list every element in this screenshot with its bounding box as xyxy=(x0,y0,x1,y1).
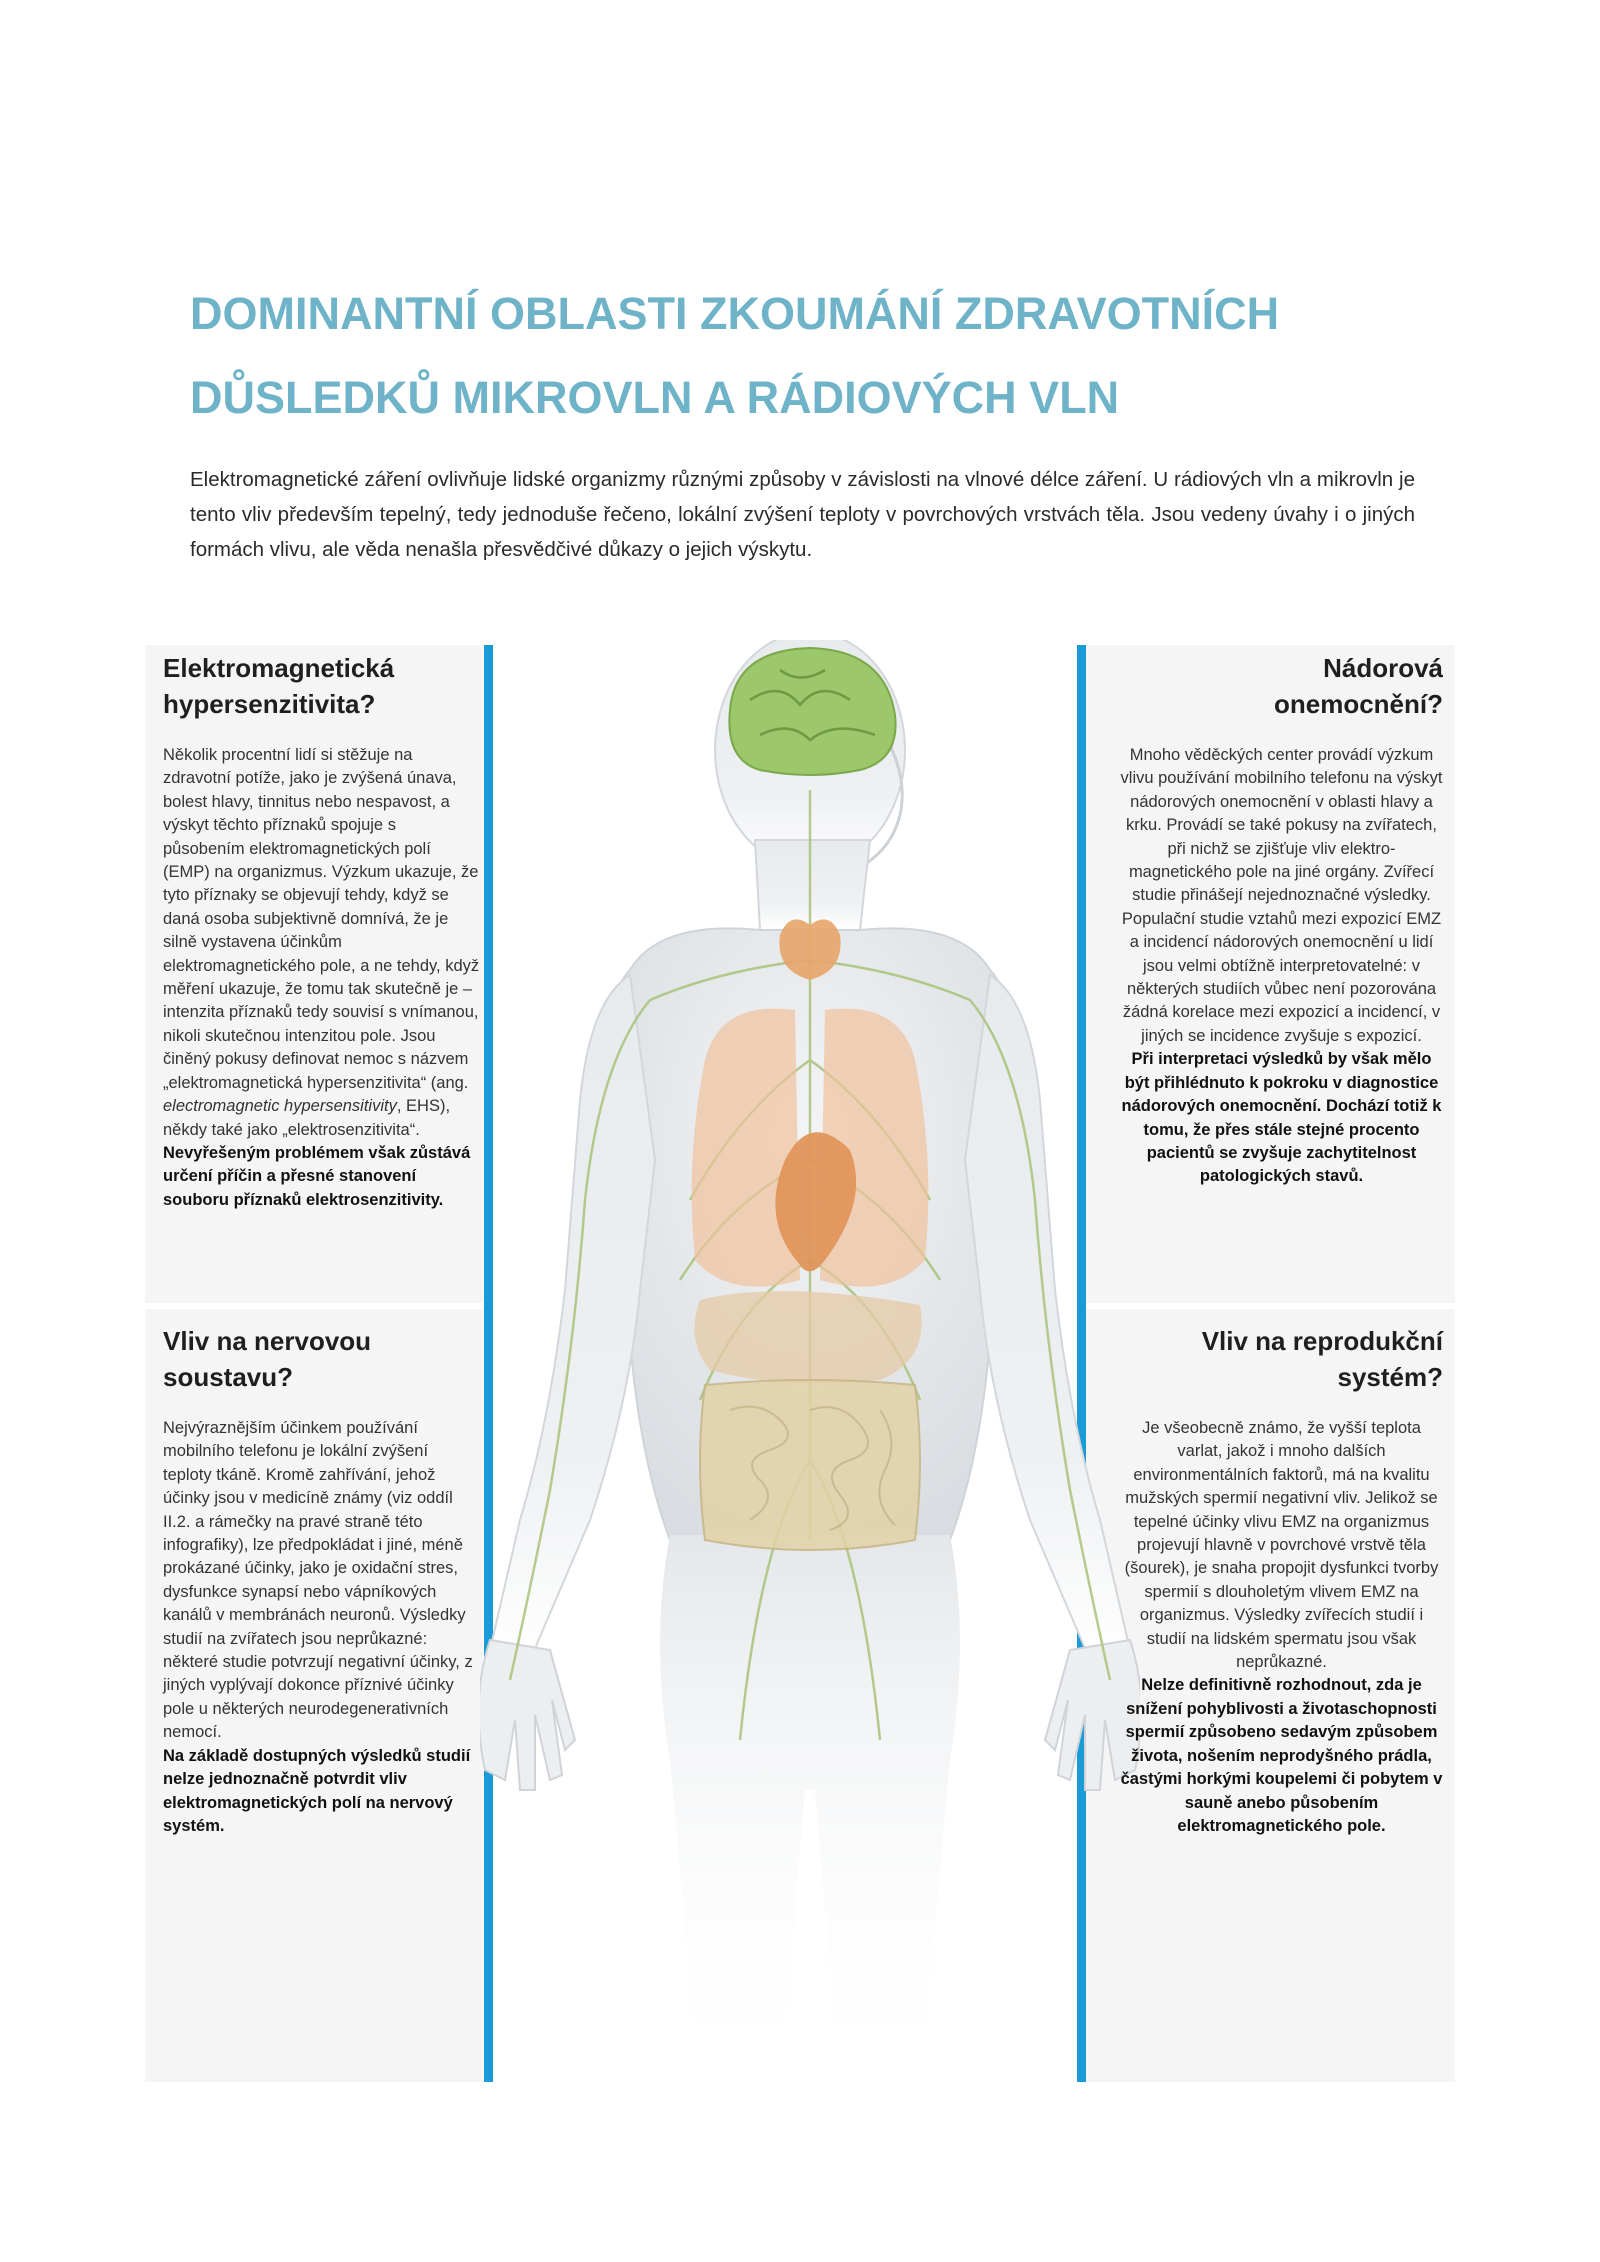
reproductive-system-heading-line-1: Vliv na reprodukční xyxy=(1201,1326,1443,1356)
hypersensitivity-conclusion: Nevyřešeným problémem však zůstává určení příčin a přesné stanovení souboru příznaků elektrosenzitivity. xyxy=(163,1143,471,1209)
intestines-shape xyxy=(700,1380,920,1550)
reproductive-system-box xyxy=(1120,1323,1443,1838)
abdominal-organs-shape xyxy=(694,1291,921,1383)
nervous-system-conclusion: Na základě dostupných výsledků studií nelze jednoznačně potvrdit vliv elektromagnetických polí na nervový systém. xyxy=(163,1746,471,1835)
hypersensitivity-text xyxy=(163,744,481,1212)
left-arm-shape xyxy=(490,975,655,1660)
nervous-system-text xyxy=(163,1417,481,1838)
page-title-line-1: DOMINANTNÍ OBLASTI ZKOUMÁNÍ ZDRAVOTNÍCH xyxy=(190,288,1280,339)
brain-shape xyxy=(729,648,895,775)
hypersensitivity-box xyxy=(163,650,481,1212)
tumors-box xyxy=(1120,650,1443,1189)
neck-shape xyxy=(755,840,870,930)
nervous-system-box xyxy=(163,1323,481,1838)
left-panel-divider xyxy=(145,1303,483,1309)
tumors-heading-line-2: onemocnění? xyxy=(1273,689,1443,719)
nervous-system-text-main: Nejvýraznějším účinkem používání mobilního telefonu je lokální zvýšení teploty tkáně. Kromě zahřívání, jehož účinky jsou v medicíně známy (viz oddíl II.2. a rámečky na pravé straně této infografiky), lze předpokládat i jiné, méně prokázané účinky, jako je oxidační stres, dysfunkce synapsí nebo vápníkových kanálů v membránách neuronů. Výsledky studií na zvířatech jsou neprůkazné: některé studie potvrzují negativní účinky, z jiných vyplývají dokonce příznivé účinky pole u některých neurodegenerativních nemocí. xyxy=(163,1419,473,1742)
tumors-conclusion: Při interpretaci výsledků by však mělo být přihlédnuto k pokroku v diagnostice nádorových onemocnění. Dochází totiž k tomu, že přes stále stejné procento pacientů se zvyšuje zachytitelnost patologických stavů. xyxy=(1121,1050,1442,1186)
nervous-system-heading-line-1: Vliv na nervovou xyxy=(163,1326,372,1356)
tumors-text-main: Mnoho věděckých center provádí výzkum vlivu používání mobilního telefonu na výskyt nádorových onemocnění v oblasti hlavy a krku. Provádí se také pokusy na zvířatech, při nichž se zjišťuje vliv elektro-magnetického pole na jiné orgány. Zvířecí studie přinášejí nejednoznačné výsledky. Populační studie vztahů mezi expozicí EMZ a incidencí nádorových onemocnění u lidí jsou velmi obtížně interpretovatelné: v některých studiích vůbec není pozorována žádná korelace mezi expozicí a incidencí, v jiných se incidence zvyšuje s expozicí. xyxy=(1120,746,1443,1045)
intro-paragraph: Elektromagnetické záření ovlivňuje lidské organizmy různými způsoby v závislosti na vlnové délce záření. U rádiových vln a mikrovln je tento vliv především tepelný, tedy jednoduše řečeno, lokální zvýšení teploty v povrchových vrstvách těla. Jsou vedeny úvahy i o jiných formách vlivu, ale věda nenašla přesvědčivé důkazy o jejich výskytu. xyxy=(190,468,1415,561)
hypersensitivity-text-italic: electromagnetic hypersensitivity xyxy=(163,1097,397,1116)
reproductive-system-heading xyxy=(1120,1323,1443,1395)
page-title xyxy=(190,272,1440,440)
human-anatomy-illustration xyxy=(480,640,1140,2090)
hypersensitivity-text-after: , EHS), někdy také jako „elektrosenzitivita“. xyxy=(163,1097,451,1139)
reproductive-system-conclusion: Nelze definitivně rozhodnout, zda je snížení pohyblivosti a životaschopnosti spermií způsobeno sedavým způsobem života, nošením neprodyšného prádla, častými horkými koupelemi či pobytem v sauně anebo působením elektromagnetického pole. xyxy=(1120,1676,1443,1835)
hypersensitivity-heading xyxy=(163,650,481,722)
reproductive-system-heading-line-2: systém? xyxy=(1337,1362,1443,1392)
right-arm-shape xyxy=(965,975,1130,1660)
tumors-heading xyxy=(1120,650,1443,722)
hypersensitivity-heading-line-2: hypersenzitivita? xyxy=(163,689,376,719)
hypersensitivity-text-main: Několik procentní lidí si stěžuje na zdravotní potíže, jako je zvýšená únava, bolest hlavy, tinnitus nebo nespavost, a výskyt těchto příznaků spojuje s působením elektromagnetických polí (EMP) na organizmus. Výzkum ukazuje, že tyto příznaky se objevují tehdy, když se daná osoba subjektivně domnívá, že je silně vystavena účinkům elektromagnetického pole, a ne tehdy, když měření ukazuje, že tomu tak skutečně je – intenzita příznaků tedy souvisí s vnímanou, nikoli skutečnou intenzitou pole. Jsou činěný pokusy definovat nemoc s názvem „elektromagnetická hypersenzitivita“ (ang. xyxy=(163,746,480,1092)
reproductive-system-text-main: Je všeobecně známo, že vyšší teplota varlat, jakož i mnoho dalších environmentálních faktorů, má na kvalitu mužských spermií negativní vliv. Jelikož se tepelné účinky vlivu EMZ na organizmus projevují hlavně v povrchové vrstvě těla (šourek), je snaha propojit dysfunkci tvorby spermií s dlouholetým vlivem EMZ na organizmus. Výsledky zvířecích studií i studií na lidském spermatu jsou však neprůkazné. xyxy=(1124,1419,1439,1672)
pelvis-legs-shape xyxy=(660,1535,960,2090)
left-hand-shape xyxy=(480,1640,575,1790)
reproductive-system-text xyxy=(1120,1417,1443,1838)
tumors-text xyxy=(1120,744,1443,1189)
nervous-system-heading-line-2: soustavu? xyxy=(163,1362,294,1392)
nervous-system-heading xyxy=(163,1323,481,1395)
tumors-heading-line-1: Nádorová xyxy=(1323,653,1443,683)
hypersensitivity-heading-line-1: Elektromagnetická xyxy=(163,653,395,683)
page-title-line-2: DŮSLEDKŮ MIKROVLN A RÁDIOVÝCH VLN xyxy=(190,372,1120,423)
